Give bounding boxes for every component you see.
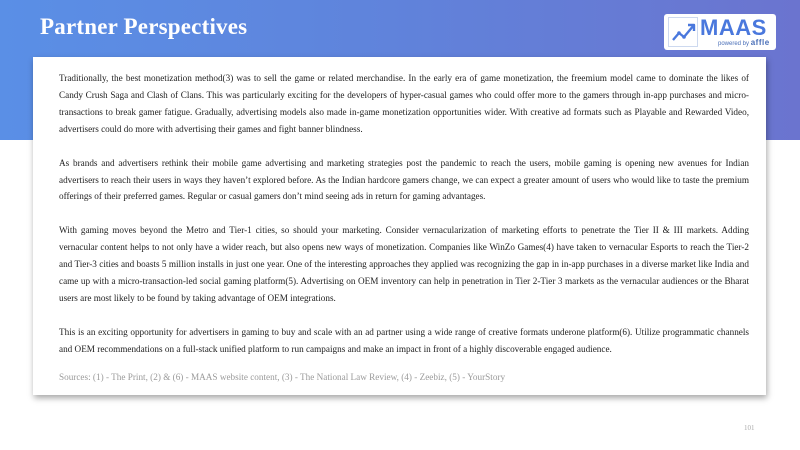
page-title: Partner Perspectives [40, 14, 248, 39]
growth-chart-icon [668, 17, 698, 47]
content-card [33, 57, 766, 395]
paragraph-3: With gaming moves beyond the Metro and Tier-1 cities, so should your marketing. Consider vernacularization of marketing efforts to penetrate the Tier II & III markets. Adding vernacular content helps to not only have a wider reach, but also opens new ways of monetization. Companies like WinZo Games(4) have taken to vernacular Esports to reach the Tier-2 and Tier-3 cities and boasts 5 million installs in just one year. One of the interesting approaches they applied was recognizing the gap in in-app purchases in a diverse market like India and came up with a micro-transaction-led social gaming platform(5). Advertising on OEM inventory can help in penetration in Tier 2-Tier 3 markets as the vernacular audiences or the Bharat users are most likely to be found by taking advantage of OEM integrations. [59, 225, 749, 303]
logo-powered-by: powered by [718, 41, 750, 47]
sources-note: Sources: (1) - The Print, (2) & (6) - MAAS website content, (3) - The National Law Review, (4) - Zeebiz, (5) - YourStory [59, 372, 506, 382]
logo-name: MAAS [700, 15, 767, 40]
article-body [59, 70, 749, 375]
paragraph-1: Traditionally, the best monetization method(3) was to sell the game or related merchandise. In the early era of game monetization, the freemium model came to dominate the likes of Candy Crush Saga and Clash of Clans. This was particularly exciting for the developers of hyper-casual games who could offer more to the gamers through in-app purchases and micro-transactions to break gamer fatigue. Gradually, advertising models also made in-game monetization opportunities wider. With creative ad formats such as Playable and Rewarded Video, advertisers could do more with advertising their games and fight banner blindness. [59, 73, 749, 134]
page-number: 101 [744, 424, 755, 432]
logo-brand: affle [750, 38, 770, 47]
maas-logo [664, 14, 776, 50]
paragraph-4: This is an exciting opportunity for advertisers in gaming to buy and scale with an ad partner using a wide range of creative formats underone platform(6). Utilize programmatic channels and OEM recommendations on a full-stack unified platform to run campaigns and make an impact in front of a highly discoverable engaged audience. [59, 326, 749, 354]
paragraph-2: As brands and advertisers rethink their mobile game advertising and marketing strategies post the pandemic to reach the users, mobile gaming is opening new avenues for Indian advertisers to reach their users in ways they haven’t explored before. As the Indian hardcore gamers change, we can expect a greater amount of users who would like to taste the premium offerings of their preferred games. Regular or casual gamers don’t mind seeing ads in return for gaming advantages. [59, 157, 749, 202]
logo-tagline [718, 38, 770, 47]
